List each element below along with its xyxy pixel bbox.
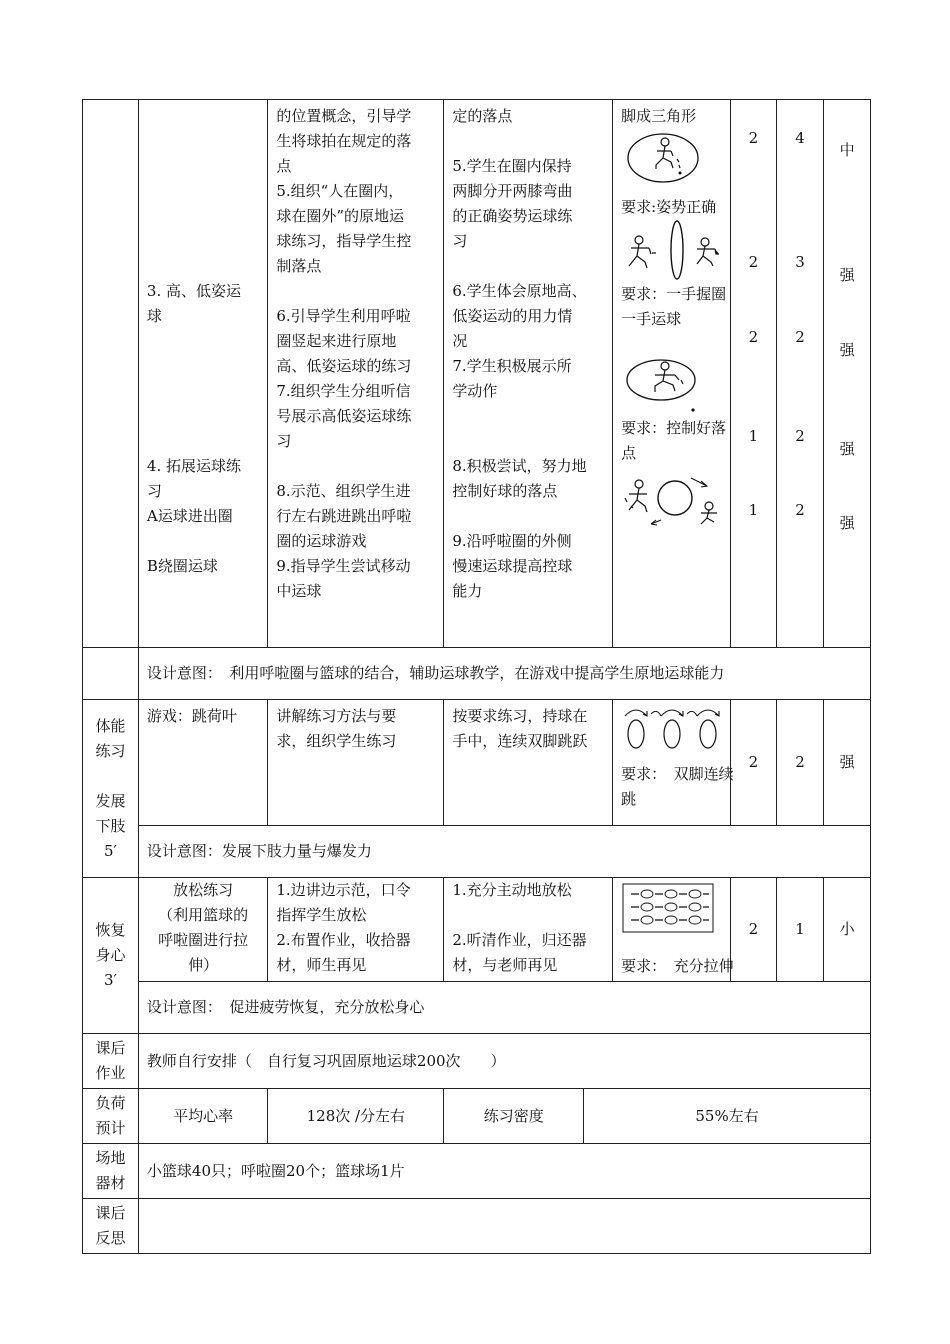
intensity-level: 强 <box>839 341 855 359</box>
section-label-line: 负荷 <box>95 1094 126 1112</box>
student-activity-line: 习 <box>452 232 468 250</box>
section-label-fitness <box>83 700 139 878</box>
reflection-content <box>138 1199 870 1254</box>
section-label-equipment <box>83 1144 139 1199</box>
recovery-organization-cell <box>613 878 734 982</box>
teacher-activity-line <box>276 279 437 304</box>
content-line <box>147 154 261 179</box>
content-line: A运球进出圈 <box>146 507 233 525</box>
section-label-line: 身心 <box>95 946 126 964</box>
student-activity-line: 慢速运球提高控球 <box>452 557 573 575</box>
requirement-line: 一手运球 <box>621 310 682 328</box>
section-label-line <box>83 764 138 789</box>
teacher-activity-line: 材，师生再见 <box>276 956 367 974</box>
heart-rate-label: 平均心率 <box>138 1089 267 1144</box>
teacher-activity-line: 生将球拍在规定的落 <box>276 132 412 150</box>
student-activity-line <box>452 129 606 154</box>
fitness-intent-row <box>83 826 871 878</box>
heart-rate-value: 128次 /分左右 <box>268 1089 444 1144</box>
fitness-row <box>83 700 871 826</box>
teacher-activity-line: 圈竖起来进行原地 <box>276 332 397 350</box>
stretch-formation-figure <box>621 882 717 934</box>
fitness-student-cell <box>444 700 613 826</box>
fitness-intensity: 强 <box>824 700 871 826</box>
student-activity-line <box>452 504 606 529</box>
content-line <box>147 129 261 154</box>
student-activity-line <box>452 254 606 279</box>
recovery-intent-row <box>83 982 871 1034</box>
student-activity-line: 况 <box>452 332 468 350</box>
skills-teacher-cell <box>268 100 444 648</box>
student-activity-line: 的正确姿势运球练 <box>452 207 573 225</box>
group-count: 2 <box>748 129 759 147</box>
section-label-line: 预计 <box>95 1119 126 1137</box>
circle-dribble-figure <box>621 472 727 528</box>
student-activity-line: 按要求练习，持球在 <box>452 707 588 725</box>
content-line: （利用篮球的 <box>158 906 249 924</box>
section-label-line: 器材 <box>95 1174 126 1192</box>
section-label-line: 3′ <box>103 971 117 989</box>
teacher-activity-line: 行左右跳进跳出呼啦 <box>276 507 412 525</box>
student-activity-line: 5.学生在圈内保持 <box>452 157 572 175</box>
recovery-intensity: 小 <box>824 878 871 982</box>
fitness-organization-cell <box>613 700 734 826</box>
game-name: 游戏：跳荷叶 <box>146 707 237 725</box>
teacher-activity-line: 1.边讲边示范，口令 <box>276 881 411 899</box>
content-line <box>147 329 261 354</box>
section-label-reflection <box>83 1199 139 1254</box>
lesson-plan-table <box>82 99 871 1254</box>
teacher-activity-line: 号展示高低姿运球练 <box>276 407 412 425</box>
design-intent: 设计意图： 利用呼啦圈与篮球的结合，辅助运球教学，在游戏中提高学生原地运球能力 <box>138 648 870 700</box>
equipment-row <box>83 1144 871 1199</box>
equipment-text: 小篮球40只；呼啦圈20个；篮球场1片 <box>138 1144 870 1199</box>
teacher-activity-line: 8.示范、组织学生进 <box>276 482 411 500</box>
lily-pad-jump-figure <box>621 704 725 752</box>
group-count: 2 <box>748 328 759 346</box>
student-activity-line: 1.充分主动地放松 <box>452 881 572 899</box>
content-line: 呼啦圈进行拉 <box>158 931 249 949</box>
teacher-activity-line: 求，组织学生练习 <box>276 732 397 750</box>
requirement-line: 要求： 双脚连续 <box>621 765 734 783</box>
time-count: 3 <box>795 253 805 271</box>
student-activity-line: 控制好球的落点 <box>452 482 558 500</box>
skills-organization-cell <box>613 100 731 648</box>
student-activity-line: 低姿运动的用力情 <box>452 307 573 325</box>
teacher-activity-line: 5.组织“人在圈内， <box>276 182 404 200</box>
teacher-activity-line: 的位置概念，引导学 <box>276 107 412 125</box>
requirement-line: 点 <box>621 444 637 462</box>
section-label-line: 反思 <box>95 1229 126 1247</box>
section-label-line: 发展 <box>95 791 126 810</box>
student-activity-line: 8.积极尝试，努力地 <box>452 457 587 475</box>
intensity-level: 中 <box>839 141 855 159</box>
section-label-line: 体能 <box>95 716 126 735</box>
teacher-activity-line: 圈的运球游戏 <box>276 532 367 550</box>
reflection-row <box>83 1199 871 1254</box>
recovery-teacher-cell <box>268 878 444 982</box>
hoop-jump-figure <box>621 354 711 416</box>
fitness-teacher-cell <box>268 700 444 826</box>
section-label-line: 下肢 <box>95 816 126 835</box>
time-count: 2 <box>795 501 805 519</box>
student-activity-line <box>452 903 606 928</box>
skills-content-cell <box>138 100 267 648</box>
content-line: 伸） <box>188 956 219 974</box>
teacher-activity-line: 7.组织学生分组听信 <box>276 382 411 400</box>
fitness-content-cell <box>138 700 267 826</box>
recovery-group: 2 <box>731 878 777 982</box>
density-label: 练习密度 <box>444 1089 584 1144</box>
skills-intent-row <box>83 648 871 700</box>
upright-hoop-figure <box>621 220 727 282</box>
teacher-activity-line <box>276 454 437 479</box>
teacher-activity-line: 中运球 <box>276 582 322 600</box>
teacher-activity-line: 讲解练习方法与要 <box>276 707 397 725</box>
skills-groups-cell <box>731 100 777 648</box>
teacher-activity-line: 球在圈外”的原地运 <box>276 207 404 225</box>
recovery-content-cell <box>138 878 267 982</box>
section-label-line: 课后 <box>95 1039 126 1057</box>
teacher-activity-line: 2.布置作业，收拾器 <box>276 931 411 949</box>
time-count: 2 <box>795 328 805 346</box>
content-line <box>147 254 261 279</box>
teacher-activity-line: 指挥学生放松 <box>276 906 367 924</box>
homework-text: 教师自行安排（ 自行复习巩固原地运球200次 ） <box>138 1034 870 1089</box>
student-activity-line: 9.沿呼啦圈的外侧 <box>452 532 572 550</box>
content-line <box>147 104 261 129</box>
section-label-cell <box>83 100 139 648</box>
student-activity-line <box>452 404 606 429</box>
section-label-load <box>83 1089 139 1144</box>
group-count: 1 <box>748 427 759 445</box>
student-activity-line <box>452 429 606 454</box>
student-activity-line: 2.听清作业，归还器 <box>452 931 587 949</box>
section-label-homework <box>83 1034 139 1089</box>
recovery-row <box>83 878 871 982</box>
student-activity-line: 能力 <box>452 582 483 600</box>
requirement-line: 要求：控制好落 <box>621 419 727 437</box>
load-row <box>83 1089 871 1144</box>
fitness-time: 2 <box>776 700 824 826</box>
teacher-activity-line: 点 <box>276 157 292 175</box>
content-line: 球 <box>146 307 162 325</box>
content-line <box>147 379 261 404</box>
homework-row <box>83 1034 871 1089</box>
section-label-line: 作业 <box>95 1064 126 1082</box>
student-activity-line: 6.学生体会原地高、 <box>452 282 587 300</box>
time-count: 4 <box>795 129 805 147</box>
design-intent: 设计意图：发展下肢力量与爆发力 <box>138 826 870 878</box>
teacher-activity-line: 球练习，指导学生控 <box>276 232 412 250</box>
student-activity-line: 两脚分开两膝弯曲 <box>452 182 573 200</box>
content-line <box>147 204 261 229</box>
section-label-line: 场地 <box>95 1149 126 1167</box>
fitness-group: 2 <box>731 700 777 826</box>
requirement-line: 要求：一手握圈 <box>621 285 727 303</box>
section-label-line: 练习 <box>95 741 126 760</box>
section-label-line: 课后 <box>95 1204 126 1222</box>
content-line <box>147 429 261 454</box>
content-line: 4. 拓展运球练 <box>146 457 241 475</box>
content-line: B绕圈运球 <box>146 557 218 575</box>
req-posture: 要求:姿势正确 <box>621 198 717 216</box>
content-line: 习 <box>146 482 162 500</box>
content-line <box>147 179 261 204</box>
skills-row <box>83 100 871 648</box>
teacher-activity-line: 习 <box>276 432 292 450</box>
content-line: 3. 高、低姿运 <box>146 282 241 300</box>
teacher-activity-line: 6.引导学生利用呼啦 <box>276 307 411 325</box>
group-count: 1 <box>748 501 759 519</box>
section-label-recovery <box>83 878 139 1034</box>
teacher-activity-line: 9.指导学生尝试移动 <box>276 557 411 575</box>
requirement-line: 跳 <box>621 790 637 808</box>
group-count: 2 <box>748 253 759 271</box>
density-value: 55%左右 <box>584 1089 871 1144</box>
skills-times-cell <box>776 100 824 648</box>
design-intent: 设计意图： 促进疲劳恢复，充分放松身心 <box>138 982 870 1034</box>
content-line <box>147 529 261 554</box>
student-activity-line: 7.学生积极展示所 <box>452 357 572 375</box>
hoop-dribble-figure <box>621 129 711 187</box>
recovery-time: 1 <box>776 878 824 982</box>
skills-student-cell <box>444 100 613 648</box>
student-activity-line: 材，与老师再见 <box>452 956 558 974</box>
section-label-line: 5′ <box>103 841 117 860</box>
intensity-level: 强 <box>839 514 855 532</box>
student-activity-line: 手中，连续双脚跳跃 <box>452 732 588 750</box>
time-count: 2 <box>795 427 805 445</box>
section-label-line: 恢复 <box>95 921 126 939</box>
teacher-activity-line: 高、低姿运球的练习 <box>276 357 412 375</box>
recovery-student-cell <box>444 878 613 982</box>
req-stretch: 要求： 充分拉伸 <box>621 957 734 975</box>
intensity-level: 强 <box>839 440 855 458</box>
content-line <box>147 354 261 379</box>
student-activity-line: 学动作 <box>452 382 498 400</box>
content-line <box>147 404 261 429</box>
content-line <box>147 229 261 254</box>
intensity-level: 强 <box>839 266 855 284</box>
org-top-text: 脚成三角形 <box>621 107 697 125</box>
teacher-activity-line: 制落点 <box>276 257 322 275</box>
student-activity-line: 定的落点 <box>452 107 513 125</box>
skills-intensity-cell <box>824 100 871 648</box>
content-line: 放松练习 <box>173 881 234 899</box>
